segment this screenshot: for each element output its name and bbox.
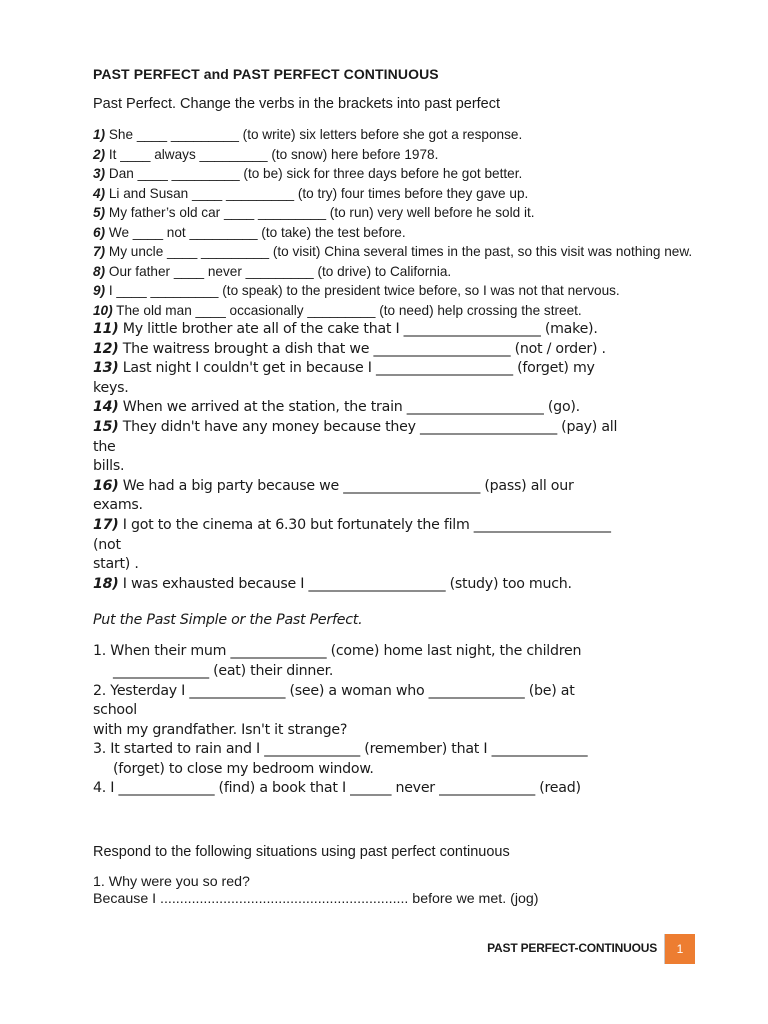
exercise-item: [93, 320, 703, 340]
item-text: We had a big party because we ____________________ (pass) all our: [122, 477, 574, 494]
item-number: 10): [93, 302, 113, 318]
item-number: 9): [93, 283, 106, 298]
item-text: The waitress brought a dish that we ____________________ (not / order) .: [122, 340, 606, 357]
exercise-3-list: [93, 874, 703, 908]
item-text: Last night I couldn't get in because I ____________________ (forget) my: [122, 360, 595, 377]
item-number: 8): [93, 263, 106, 279]
exercise-2-list: [93, 642, 703, 799]
item-number: 14): [93, 399, 119, 416]
exercise-1-instructions: Past Perfect. Change the verbs in the brackets into past perfect: [93, 96, 501, 112]
exercise-2-instructions: Put the Past Simple or the Past Perfect.: [93, 612, 363, 629]
exercise-item: [93, 516, 703, 575]
item-text: My father’s old car ____ _________ (to run) very well before he sold it.: [105, 205, 535, 220]
exercise-item: [93, 184, 703, 204]
exercise-item: [93, 164, 703, 184]
item-number: 18): [93, 575, 119, 592]
worksheet-page: [93, 66, 703, 908]
item-number: 11): [93, 321, 119, 337]
item-number: 5): [93, 205, 106, 220]
exercise-item: [93, 398, 703, 418]
item-text-wrap: school: [93, 702, 137, 719]
item-text: She ____ _________ (to write) six letters before she got a response.: [105, 127, 523, 142]
item-text: 4. I ______________ (find) a book that I ______ never ______________ (read): [93, 780, 581, 797]
exercise-item: [93, 359, 703, 398]
exercise-item: [93, 145, 703, 165]
item-text: It ____ always _________ (to snow) here before 1978.: [105, 146, 439, 162]
exercise-item: [93, 575, 703, 595]
exercise-item: [93, 477, 703, 516]
item-text: We ____ not _________ (to take) the test before.: [105, 224, 406, 240]
item-text-wrap: (not: [93, 536, 121, 553]
item-number: 3): [93, 166, 106, 181]
item-text-wrap: exams.: [93, 497, 143, 514]
item-text: When we arrived at the station, the train ____________________ (go).: [122, 399, 580, 416]
exercise-1-list: [93, 125, 703, 320]
page-title: PAST PERFECT and PAST PERFECT CONTINUOUS: [93, 66, 439, 82]
item-number: 16): [93, 477, 119, 494]
item-number: 1): [93, 127, 106, 142]
exercise-item: [93, 301, 703, 321]
item-text: The old man ____ occasionally _________ (to need) help crossing the street.: [112, 302, 582, 318]
exercise-item: [93, 203, 703, 223]
exercise-item: [93, 242, 703, 262]
exercise-item: [93, 418, 703, 477]
exercise-item: [93, 223, 703, 243]
exercise-item: [93, 642, 703, 681]
exercise-item: [93, 682, 703, 741]
exercise-item: [93, 740, 703, 779]
item-text-wrap: ______________ (eat) their dinner.: [113, 662, 334, 679]
item-text-wrap: bills.: [93, 458, 125, 475]
exercise-item: [93, 262, 703, 282]
item-text: Li and Susan ____ _________ (to try) four times before they gave up.: [105, 185, 529, 201]
item-text: Our father ____ never _________ (to drive) to California.: [105, 263, 452, 279]
item-text-wrap: start) .: [93, 556, 139, 573]
item-text-wrap: (forget) to close my bedroom window.: [113, 760, 374, 777]
exercise-1-list-continued: [93, 320, 703, 594]
item-text-wrap: the: [93, 438, 116, 455]
exercise-item: [93, 340, 703, 360]
item-text: My uncle ____ _________ (to visit) China several times in the past, so this visit was nothing new.: [105, 244, 693, 259]
item-text: I ____ _________ (to speak) to the president twice before, so I was not that nervous.: [105, 283, 620, 298]
exercise-item: [93, 281, 703, 301]
item-number: 4): [93, 185, 106, 201]
item-text-wrap: with my grandfather. Isn't it strange?: [93, 721, 348, 738]
item-text: They didn't have any money because they ____________________ (pay) all: [122, 418, 618, 435]
item-text: Dan ____ _________ (to be) sick for three days before he got better.: [105, 166, 523, 181]
item-number: 13): [93, 360, 119, 377]
item-number: 2): [93, 146, 106, 162]
item-text: I got to the cinema at 6.30 but fortunately the film ____________________: [122, 516, 611, 533]
item-text: I was exhausted because I ____________________ (study) too much.: [122, 575, 572, 592]
item-number: 12): [93, 340, 119, 357]
item-number: 15): [93, 418, 119, 435]
item-number: 7): [93, 244, 106, 259]
exercise-item: [93, 779, 703, 799]
exercise-item: Because I ............................................................... before we met. (jog): [93, 891, 539, 908]
item-number: 6): [93, 224, 106, 240]
item-number: 17): [93, 516, 119, 533]
item-text: My little brother ate all of the cake that I ____________________ (make).: [122, 321, 598, 337]
exercise-item: [93, 125, 703, 145]
item-text: 2. Yesterday I ______________ (see) a woman who ______________ (be) at: [93, 682, 575, 699]
item-text: 1. When their mum ______________ (come) home last night, the children: [93, 643, 582, 660]
page-number-badge: 1: [665, 934, 695, 964]
footer-label: PAST PERFECT-CONTINUOUS: [487, 941, 657, 955]
exercise-item: 1. Why were you so red?: [93, 874, 250, 891]
exercise-3-instructions: Respond to the following situations using past perfect continuous: [93, 844, 510, 861]
item-text: 3. It started to rain and I ______________ (remember) that I ______________: [93, 741, 588, 758]
item-text-wrap: keys.: [93, 379, 129, 396]
